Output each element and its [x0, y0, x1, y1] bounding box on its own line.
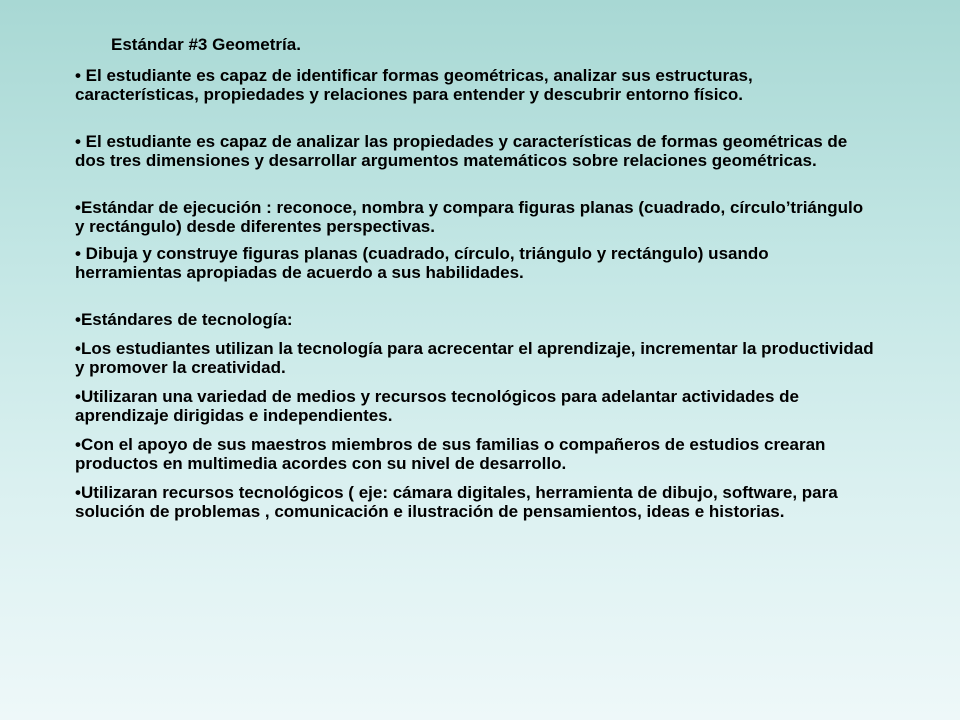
paragraph-apoyo-maestros: •Con el apoyo de sus maestros miembros de sus familias o compañeros de estudios crearan productos en multimedia acordes con su nivel de desarrollo.	[75, 435, 826, 473]
slide-title: Estándar #3 Geometría.	[111, 35, 301, 54]
paragraph-identificar-formas: • El estudiante es capaz de identificar formas geométricas, analizar sus estructuras, características, propiedades y relaciones para entender y descubrir entorno físico.	[75, 66, 753, 104]
paragraph-dibuja-construye: • Dibuja y construye figuras planas (cuadrado, círculo, triángulo y rectángulo) usando herramientas apropiadas de acuerdo a sus habilidades.	[75, 244, 769, 282]
paragraph-utilizan-tecnologia: •Los estudiantes utilizan la tecnología para acrecentar el aprendizaje, incrementar la productividad y promover la creatividad.	[75, 339, 874, 377]
paragraph-analizar-propiedades: • El estudiante es capaz de analizar las propiedades y características de formas geométricas de dos tres dimensiones y desarrollar argumentos matemáticos sobre relaciones geométricas.	[75, 132, 848, 170]
paragraph-recursos-tecnologicos: •Utilizaran recursos tecnológicos ( eje: cámara digitales, herramienta de dibujo, software, para solución de problemas , comunicación e ilustración de pensamientos, ideas e historias.	[75, 483, 838, 521]
paragraph-estandar-ejecucion: •Estándar de ejecución : reconoce, nombra y compara figuras planas (cuadrado, círculo’triángulo y rectángulo) desde diferentes perspectivas.	[75, 198, 864, 236]
slide-content	[75, 35, 875, 521]
paragraph-estandares-tecnologia: •Estándares de tecnología:	[75, 310, 293, 329]
paragraph-variedad-medios: •Utilizaran una variedad de medios y recursos tecnológicos para adelantar actividades de aprendizaje dirigidas e independientes.	[75, 387, 799, 425]
